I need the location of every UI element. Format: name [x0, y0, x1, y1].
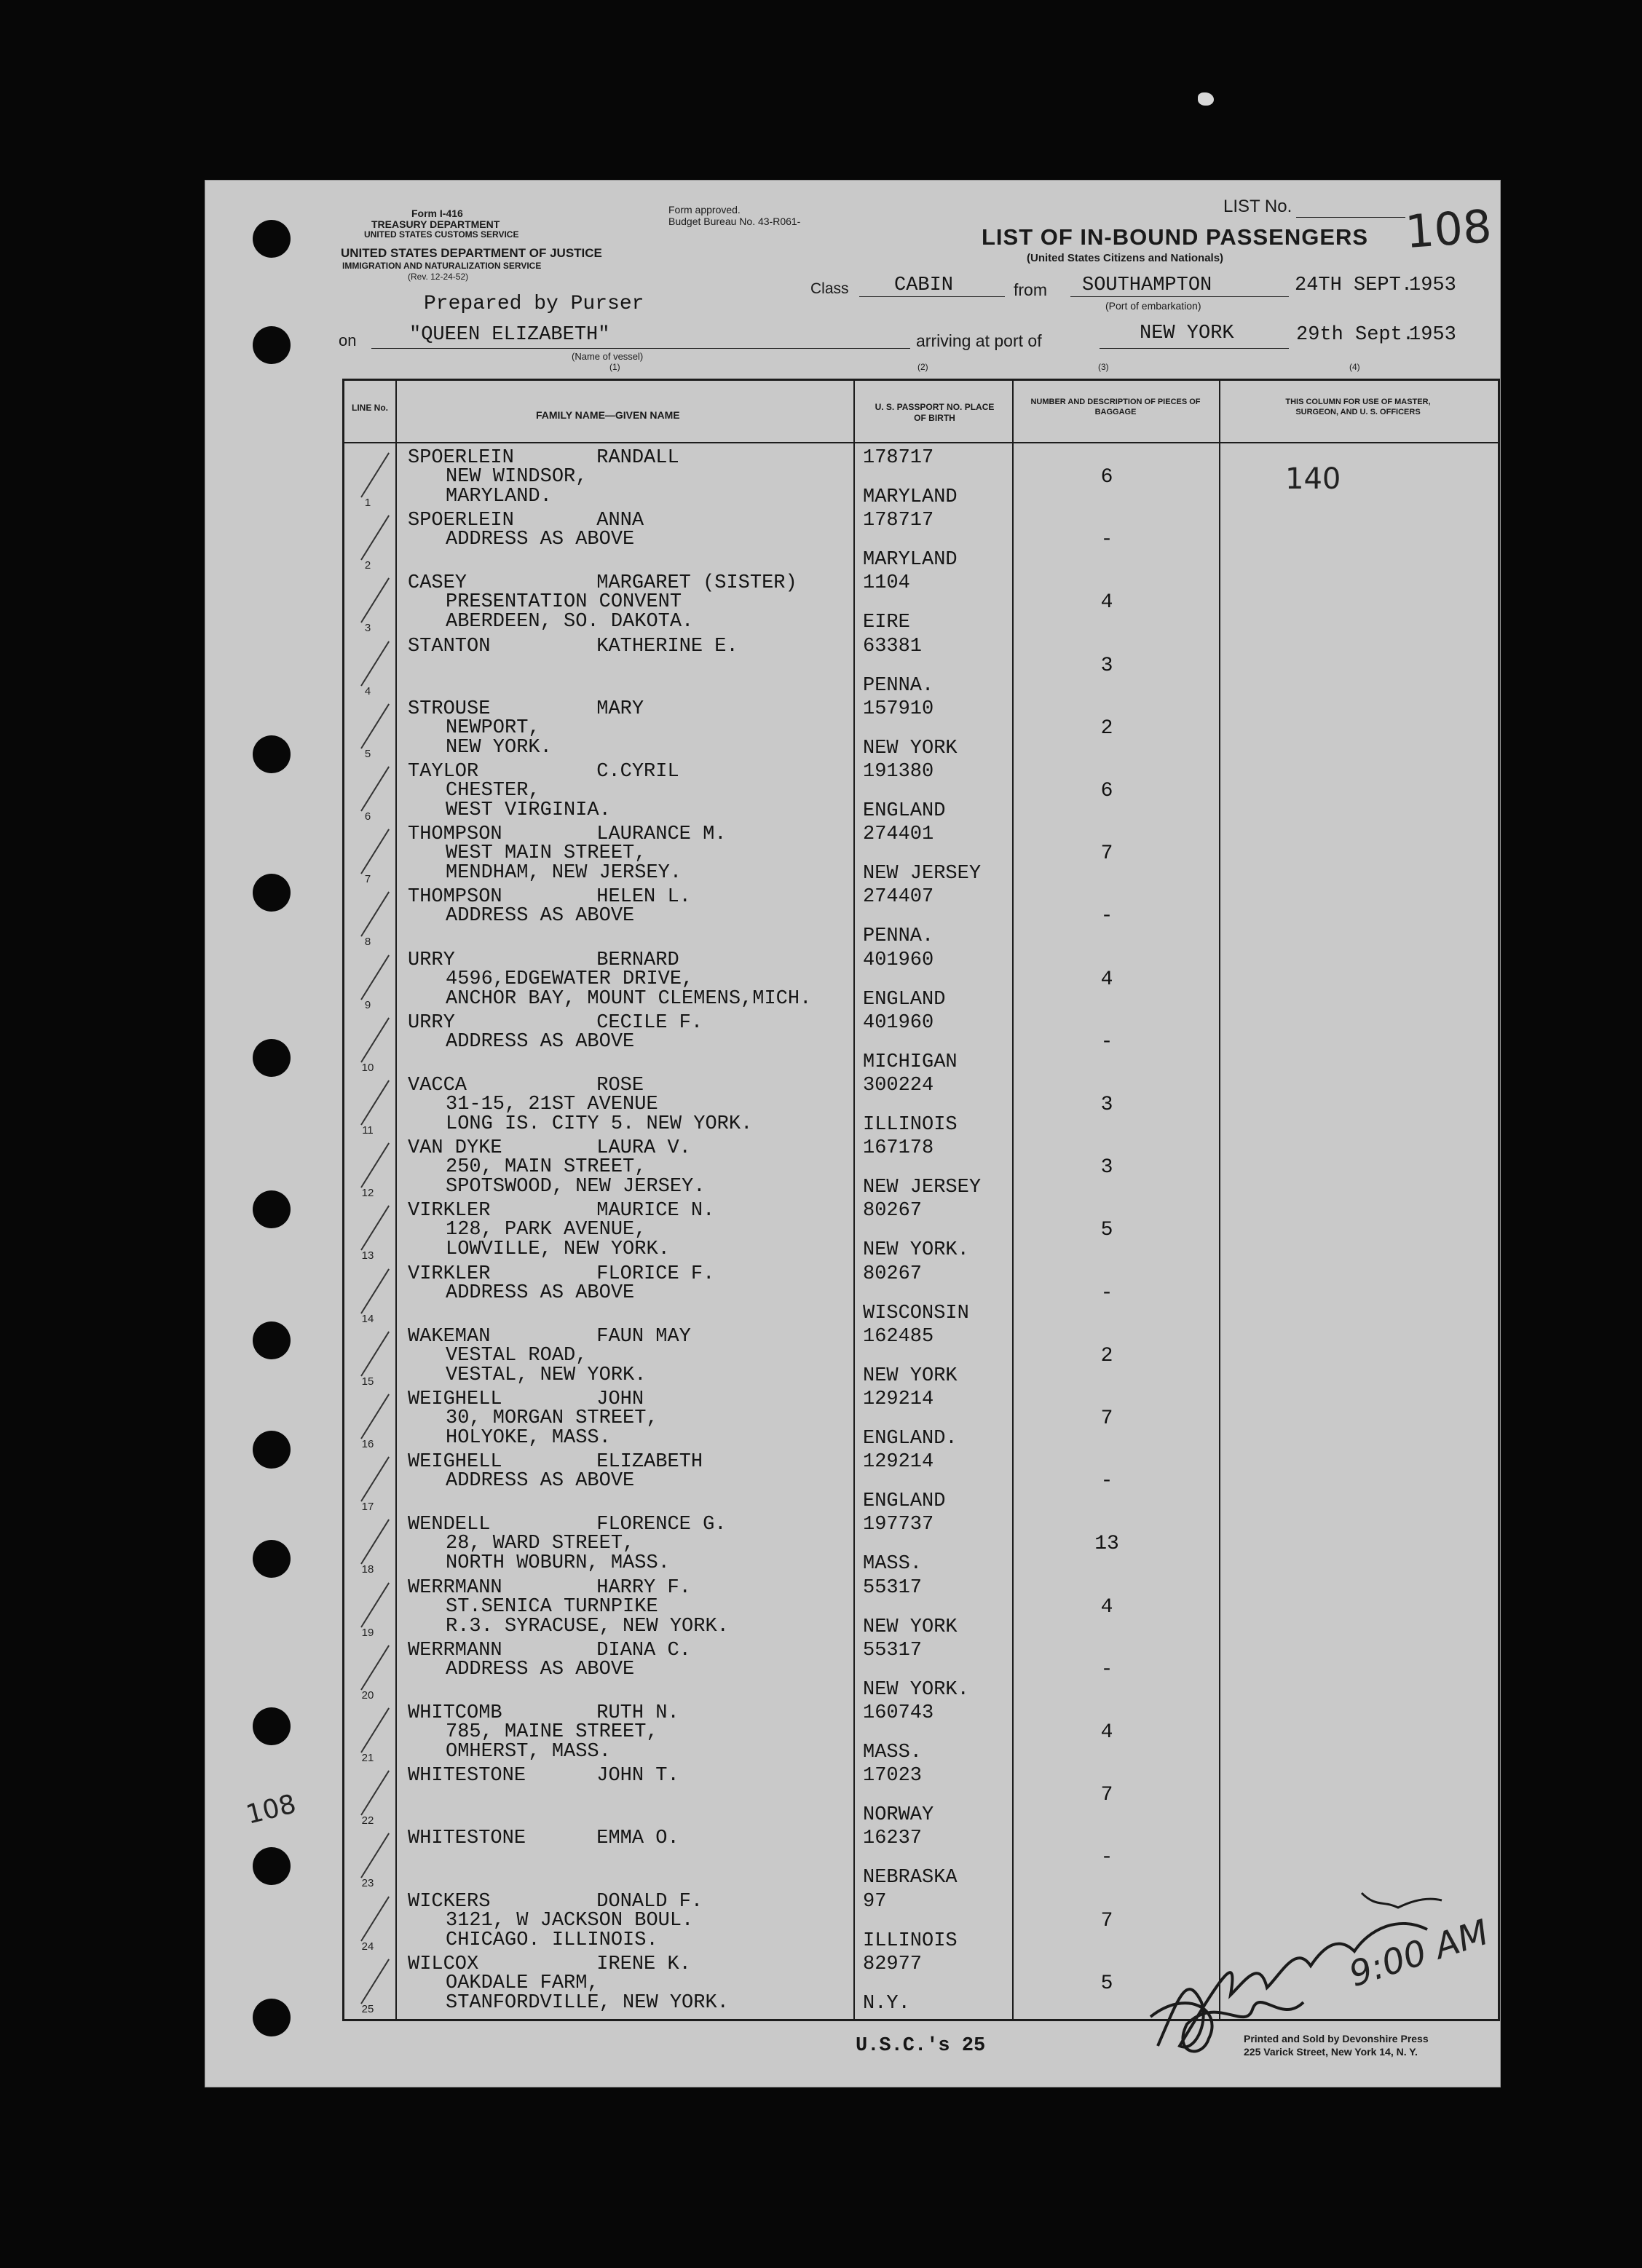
baggage-count: -: [1100, 1846, 1113, 1870]
passport-number: 97: [863, 1890, 887, 1913]
place-of-birth: ILLINOIS: [863, 1929, 958, 1952]
baggage-count: 3: [1100, 1094, 1113, 1116]
passport-number: 162485: [863, 1325, 934, 1348]
line-number: 18: [361, 1563, 374, 1576]
line-number: 25: [361, 2002, 374, 2015]
customs-line: UNITED STATES CUSTOMS SERVICE: [364, 229, 519, 240]
passport-number: 1104: [863, 572, 910, 595]
place-of-birth: NEW YORK: [863, 737, 958, 759]
passport-number: 191380: [863, 761, 934, 783]
col-ref: (1): [609, 362, 620, 372]
ins-line: IMMIGRATION AND NATURALIZATION SERVICE: [342, 261, 542, 271]
address-line-2: WEST VIRGINIA.: [446, 799, 611, 821]
passport-number: 80267: [863, 1200, 923, 1222]
baggage-count: 5: [1100, 1972, 1113, 1995]
col-ref: (3): [1098, 362, 1109, 372]
line-number: 6: [364, 810, 371, 823]
place-of-birth: EIRE: [863, 612, 910, 634]
passenger-name: URRY BERNARD: [408, 949, 679, 971]
address-line-1: NEW WINDSOR,: [446, 466, 588, 488]
line-number: 7: [364, 873, 371, 886]
passenger-name: TAYLOR C.CYRIL: [408, 761, 679, 783]
binder-hole: [253, 1540, 291, 1578]
address-line-1: CHESTER,: [446, 780, 540, 802]
col-divider-line-no: [395, 379, 397, 2021]
passenger-name: WAKEMAN FAUN MAY: [408, 1325, 691, 1348]
place-of-birth: MASS.: [863, 1742, 923, 1763]
place-of-birth: NEW YORK.: [863, 1239, 969, 1262]
uscs-count: U.S.C.'s 25: [856, 2035, 986, 2057]
baggage-count: -: [1100, 529, 1113, 552]
passenger-name: SPOERLEIN ANNA: [408, 510, 644, 532]
passport-number: 55317: [863, 1576, 923, 1599]
passport-number: 178717: [863, 447, 934, 469]
list-no-rule: [1296, 217, 1405, 218]
line-number: 3: [364, 622, 371, 635]
passenger-name: WHITESTONE EMMA O.: [408, 1828, 679, 1850]
handwritten-time: 9:00 AM: [1344, 1911, 1494, 1996]
passport-number: 167178: [863, 1137, 934, 1160]
place-of-birth: MICHIGAN: [863, 1051, 958, 1073]
table-top-rule: [342, 379, 1500, 381]
place-of-birth: MARYLAND: [863, 486, 958, 508]
baggage-count: 4: [1100, 1595, 1113, 1619]
place-of-birth: ENGLAND: [863, 1490, 946, 1513]
prepared-by: Prepared by Purser: [424, 293, 644, 315]
place-of-birth: MASS.: [863, 1553, 923, 1576]
passenger-name: URRY CECILE F.: [408, 1011, 703, 1034]
place-of-birth: NEW YORK: [863, 1364, 958, 1387]
binder-hole: [253, 1039, 291, 1077]
place-of-birth: N.Y.: [863, 1992, 910, 2015]
passenger-name: CASEY MARGARET (SISTER): [408, 572, 797, 595]
line-number: 14: [361, 1312, 374, 1325]
passport-number: 157910: [863, 698, 934, 720]
table-right-rule: [1498, 379, 1500, 2021]
line-number: 15: [361, 1375, 374, 1388]
address-line-1: 128, PARK AVENUE,: [446, 1219, 647, 1241]
address-line-1: ADDRESS AS ABOVE: [446, 905, 635, 928]
place-of-birth: NEW JERSEY: [863, 1177, 982, 1199]
passport-number: 129214: [863, 1451, 934, 1474]
passport-number: 401960: [863, 949, 934, 971]
address-line-2: LONG IS. CITY 5. NEW YORK.: [446, 1113, 753, 1135]
line-number: 8: [364, 936, 371, 949]
class-label: Class: [810, 280, 849, 297]
line-number: 24: [361, 1940, 374, 1953]
place-of-birth: ENGLAND: [863, 988, 946, 1011]
address-line-1: ADDRESS AS ABOVE: [446, 1658, 635, 1680]
printer-line-1: Printed and Sold by Devonshire Press: [1244, 2033, 1429, 2044]
passenger-name: WEIGHELL JOHN: [408, 1388, 644, 1410]
address-line-1: ADDRESS AS ABOVE: [446, 1030, 635, 1053]
baggage-count: 7: [1100, 1784, 1113, 1807]
place-of-birth: ENGLAND: [863, 800, 946, 822]
baggage-count: 3: [1100, 1156, 1113, 1180]
address-line-1: WEST MAIN STREET,: [446, 842, 647, 865]
binder-hole: [253, 220, 291, 258]
address-line-2: CHICAGO. ILLINOIS.: [446, 1929, 658, 1951]
address-line-1: 30, MORGAN STREET,: [446, 1407, 658, 1429]
binder-hole: [253, 1431, 291, 1469]
address-line-1: 3121, W JACKSON BOUL.: [446, 1909, 694, 1932]
passenger-name: STANTON KATHERINE E.: [408, 635, 738, 657]
line-number: 19: [361, 1626, 374, 1639]
passenger-name: VACCA ROSE: [408, 1075, 644, 1097]
address-line-2: HOLYOKE, MASS.: [446, 1427, 611, 1449]
place-of-birth: PENNA.: [863, 925, 934, 948]
col-divider-name: [853, 379, 855, 2021]
baggage-count: 7: [1100, 1407, 1113, 1430]
passport-number: 274401: [863, 823, 934, 846]
treasury-line: TREASURY DEPARTMENT: [371, 218, 500, 230]
film-speck: [1198, 92, 1214, 106]
header-baggage: NUMBER AND DESCRIPTION OF PIECES OF BAGGAGE: [1030, 398, 1201, 416]
header-officers: THIS COLUMN FOR USE OF MASTER, SURGEON, AND U. S. OFFICERS: [1285, 398, 1431, 416]
table-header-rule: [342, 442, 1500, 443]
address-line-2: R.3. SYRACUSE, NEW YORK.: [446, 1615, 729, 1637]
passport-number: 55317: [863, 1639, 923, 1662]
col-divider-baggage: [1219, 379, 1220, 2021]
passenger-name: WILCOX IRENE K.: [408, 1953, 691, 1975]
passenger-name: WENDELL FLORENCE G.: [408, 1514, 727, 1536]
rev-line: (Rev. 12-24-52): [408, 272, 469, 282]
form-subtitle: (United States Citizens and Nationals): [1027, 252, 1224, 264]
line-number: 21: [361, 1752, 374, 1764]
passport-number: 300224: [863, 1075, 934, 1097]
line-number: 5: [364, 747, 371, 760]
baggage-count: -: [1100, 1030, 1113, 1054]
list-no-label: LIST No.: [1223, 197, 1292, 216]
embark-port: SOUTHAMPTON: [1082, 274, 1212, 296]
address-line-2: ANCHOR BAY, MOUNT CLEMENS,MICH.: [446, 987, 812, 1010]
address-line-1: 4596,EDGEWATER DRIVE,: [446, 968, 694, 990]
vessel-name: "QUEEN ELIZABETH": [409, 324, 610, 346]
place-of-birth: ENGLAND.: [863, 1428, 958, 1450]
line-number: 4: [364, 684, 371, 698]
place-of-birth: ILLINOIS: [863, 1114, 958, 1136]
passport-number: 197737: [863, 1514, 934, 1536]
baggage-count: 13: [1094, 1533, 1119, 1556]
arrival-date: 29th Sept.: [1296, 324, 1415, 346]
binder-hole: [253, 1847, 291, 1885]
passport-number: 160743: [863, 1702, 934, 1724]
baggage-count: 5: [1100, 1219, 1113, 1242]
baggage-count: 2: [1100, 1344, 1113, 1367]
passport-number: 82977: [863, 1953, 923, 1975]
address-line-1: ST.SENICA TURNPIKE: [446, 1595, 658, 1618]
header-line-no: LINE No.: [352, 403, 388, 413]
line-number: 16: [361, 1438, 374, 1450]
arrival-port: NEW YORK: [1140, 323, 1234, 344]
address-line-1: PRESENTATION CONVENT: [446, 591, 682, 614]
line-number: 2: [364, 559, 371, 572]
col-divider-passport: [1012, 379, 1014, 2021]
passport-number: 274407: [863, 886, 934, 909]
binder-hole: [253, 735, 291, 773]
place-of-birth: NEW JERSEY: [863, 863, 982, 885]
approval-line: Form approved.: [668, 204, 741, 216]
address-line-2: NEW YORK.: [446, 736, 552, 759]
address-line-2: MARYLAND.: [446, 486, 552, 507]
address-line-2: STANFORDVILLE, NEW YORK.: [446, 1991, 729, 2014]
place-of-birth: MARYLAND: [863, 549, 958, 572]
binder-hole: [253, 1999, 291, 2036]
passenger-name: WERRMANN DIANA C.: [408, 1639, 691, 1662]
line-number: 20: [361, 1688, 374, 1702]
address-line-1: 28, WARD STREET,: [446, 1533, 635, 1555]
baggage-count: -: [1100, 1470, 1113, 1493]
baggage-count: 4: [1100, 591, 1113, 615]
address-line-2: VESTAL, NEW YORK.: [446, 1364, 647, 1386]
on-label: on: [339, 331, 357, 349]
embark-caption: (Port of embarkation): [1105, 300, 1201, 312]
address-line-2: LOWVILLE, NEW YORK.: [446, 1238, 670, 1261]
col-ref: (2): [917, 362, 928, 372]
passenger-name: WHITESTONE JOHN T.: [408, 1765, 679, 1787]
printer-line-2: 225 Varick Street, New York 14, N. Y.: [1244, 2046, 1418, 2058]
baggage-count: -: [1100, 1658, 1113, 1681]
address-line-1: NEWPORT,: [446, 716, 540, 739]
line-number: 17: [361, 1501, 374, 1514]
line-number: 23: [361, 1877, 374, 1890]
address-line-1: ADDRESS AS ABOVE: [446, 529, 635, 551]
place-of-birth: WISCONSIN: [863, 1302, 969, 1324]
binder-hole: [253, 874, 291, 912]
port-rule: [1070, 296, 1289, 297]
place-of-birth: NEW YORK.: [863, 1678, 969, 1701]
baggage-count: -: [1100, 1281, 1113, 1305]
passenger-name: WHITCOMB RUTH N.: [408, 1702, 679, 1724]
line-number: 10: [361, 1061, 374, 1074]
baggage-count: 6: [1100, 466, 1113, 489]
address-line-1: 785, MAINE STREET,: [446, 1721, 658, 1743]
place-of-birth: PENNA.: [863, 674, 934, 697]
place-of-birth: NEBRASKA: [863, 1867, 958, 1889]
address-line-1: 250, MAIN STREET,: [446, 1156, 647, 1179]
address-line-2: MENDHAM, NEW JERSEY.: [446, 862, 682, 885]
baggage-count: 6: [1100, 780, 1113, 802]
binder-hole: [253, 1707, 291, 1745]
arrival-year: 1953: [1409, 324, 1456, 346]
baggage-count: 7: [1100, 842, 1113, 866]
passenger-name: VAN DYKE LAURA V.: [408, 1137, 691, 1160]
address-line-2: SPOTSWOOD, NEW JERSEY.: [446, 1176, 706, 1198]
vessel-caption: (Name of vessel): [572, 351, 644, 362]
table-left-rule: [342, 379, 344, 2021]
baggage-count: 4: [1100, 968, 1113, 991]
departure-year: 1953: [1409, 274, 1456, 296]
col-ref: (4): [1349, 362, 1360, 372]
passport-number: 16237: [863, 1828, 923, 1850]
class-rule: [859, 296, 1005, 297]
header-passport: U. S. PASSPORT NO. PLACE OF BIRTH: [875, 402, 995, 423]
passenger-name: WERRMANN HARRY F.: [408, 1576, 691, 1599]
address-line-2: ABERDEEN, SO. DAKOTA.: [446, 611, 694, 633]
place-of-birth: NORWAY: [863, 1804, 934, 1827]
vessel-rule: [371, 348, 910, 349]
passport-number: 63381: [863, 635, 923, 657]
address-line-2: NORTH WOBURN, MASS.: [446, 1552, 670, 1575]
margin-note: 108: [243, 1789, 299, 1830]
passenger-name: WICKERS DONALD F.: [408, 1890, 703, 1913]
binder-hole: [253, 326, 291, 364]
address-line-1: VESTAL ROAD,: [446, 1344, 588, 1367]
doj-line: UNITED STATES DEPARTMENT OF JUSTICE: [341, 246, 602, 260]
line-number: 22: [361, 1814, 374, 1828]
header-name: FAMILY NAME—GIVEN NAME: [536, 409, 680, 421]
line-number: 11: [362, 1124, 374, 1137]
arrival-port-rule: [1100, 348, 1289, 349]
budget-line: Budget Bureau No. 43-R061-: [668, 216, 801, 227]
passenger-name: THOMPSON HELEN L.: [408, 886, 691, 909]
address-line-1: OAKDALE FARM,: [446, 1972, 599, 1994]
form-number: Form I-416: [411, 208, 463, 219]
arriving-label: arriving at port of: [916, 331, 1042, 350]
baggage-count: 2: [1100, 716, 1113, 740]
form-title: LIST OF IN-BOUND PASSENGERS: [982, 224, 1369, 250]
passport-number: 17023: [863, 1765, 923, 1787]
baggage-count: 7: [1100, 1909, 1113, 1932]
baggage-count: 3: [1100, 654, 1113, 677]
passport-number: 401960: [863, 1011, 934, 1034]
passenger-name: THOMPSON LAURANCE M.: [408, 823, 727, 846]
address-line-1: 31-15, 21ST AVENUE: [446, 1094, 658, 1115]
line-number: 12: [361, 1187, 374, 1200]
passenger-name: VIRKLER FLORICE F.: [408, 1263, 715, 1285]
binder-hole: [253, 1190, 291, 1228]
baggage-count: -: [1100, 905, 1113, 928]
passenger-name: SPOERLEIN RANDALL: [408, 447, 679, 469]
address-line-2: OMHERST, MASS.: [446, 1741, 611, 1763]
baggage-count: 4: [1100, 1721, 1113, 1744]
address-line-1: ADDRESS AS ABOVE: [446, 1470, 635, 1493]
from-label: from: [1014, 280, 1047, 299]
binder-hole: [253, 1321, 291, 1359]
line-number: 13: [361, 1249, 374, 1263]
address-line-1: ADDRESS AS ABOVE: [446, 1281, 635, 1304]
passenger-name: VIRKLER MAURICE N.: [408, 1200, 715, 1222]
place-of-birth: NEW YORK: [863, 1616, 958, 1638]
departure-date: 24TH SEPT.: [1295, 274, 1413, 296]
class-value: CABIN: [894, 274, 954, 296]
passport-number: 129214: [863, 1388, 934, 1410]
line-number: 1: [364, 497, 371, 509]
list-no-handwritten: 108: [1403, 199, 1493, 259]
line-number: 9: [364, 998, 371, 1011]
passport-number: 178717: [863, 510, 934, 532]
officer-signature: [1136, 1886, 1478, 2068]
passenger-name: STROUSE MARY: [408, 698, 644, 720]
officer-note: 140: [1285, 462, 1341, 496]
passenger-name: WEIGHELL ELIZABETH: [408, 1451, 703, 1474]
passport-number: 80267: [863, 1263, 923, 1285]
